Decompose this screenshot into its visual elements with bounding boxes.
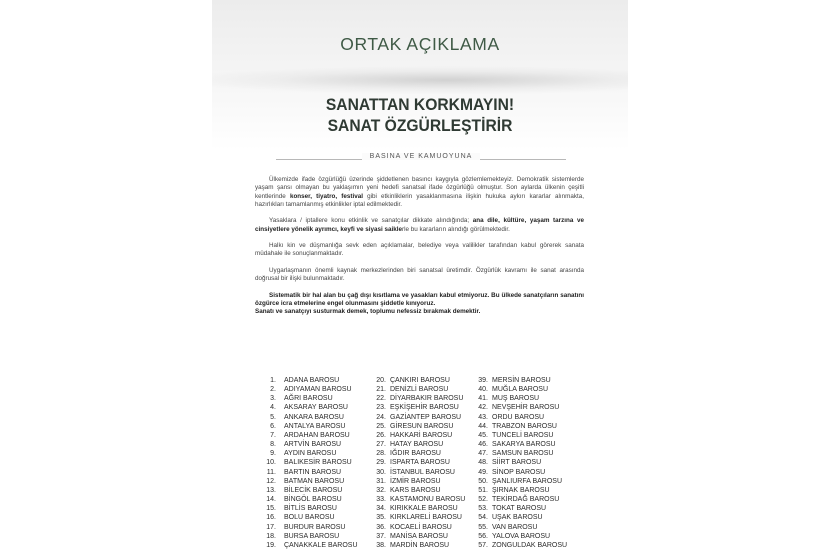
signatory-name: MUĞLA BAROSU	[492, 386, 549, 394]
signatory-name: ISPARTA BAROSU	[390, 459, 450, 467]
signatory-name: TEKİRDAĞ BAROSU	[492, 496, 560, 504]
paragraph-1-text-c: gibi etkinliklerin yasaklanmasına ilişkin hukuka aykırı kararlar alınmakta, hazırlıkları tamamlanmış etkinlikler iptal edilmektedir.	[255, 192, 585, 208]
signatory-number: 46.	[478, 441, 488, 449]
signatory-name: ARTVİN BAROSU	[284, 441, 342, 449]
signatory-name: KASTAMONU BAROSU	[390, 496, 466, 504]
signatory-number: 14.	[266, 496, 276, 504]
signatory-item	[477, 403, 597, 412]
signatory-column-3	[477, 376, 597, 550]
signatory-item	[262, 504, 382, 513]
signatory-item	[262, 513, 382, 522]
signatory-name: ADIYAMAN BAROSU	[284, 386, 352, 394]
signatory-name: İSTANBUL BAROSU	[390, 468, 455, 476]
signatory-number: 24.	[376, 413, 386, 421]
paragraph-5: Sistematik bir hal alan bu çağ dışı kısıtlama ve yasakları kabul etmiyoruz. Bu ülkede sanatçıların sanatını özgürce icra etmelerine engel olunmasını şiddetle kınıyoruz.	[255, 291, 584, 308]
signatory-number: 22.	[376, 395, 386, 403]
signatory-name: İZMİR BAROSU	[390, 477, 441, 485]
signatory-item	[262, 468, 382, 477]
signatory-number: 12.	[266, 477, 276, 485]
signatory-item	[477, 468, 597, 477]
signatory-number: 7.	[270, 431, 276, 439]
signatory-number: 28.	[376, 450, 386, 458]
closing-statement	[255, 292, 584, 317]
signatory-name: EŞKİŞEHİR BAROSU	[390, 404, 459, 412]
paragraph-2-text-a: Yasaklara / iptallere konu etkinlik ve sanatçılar dikkate alındığında;	[269, 217, 473, 225]
signatory-item	[262, 440, 382, 449]
signatory-name: DENİZLİ BAROSU	[390, 386, 449, 394]
paragraph-1	[255, 176, 584, 209]
signatory-number: 30.	[376, 468, 386, 476]
signatory-name: ANTALYA BAROSU	[284, 422, 346, 430]
signatory-item	[477, 523, 597, 532]
signatory-number: 47.	[478, 450, 488, 458]
signatory-number: 40.	[478, 386, 488, 394]
paragraph-4: Uygarlaşmanın önemli kaynak merkezlerinden biri sanatsal üretimdir. Özgürlük kavramı ile sanat arasında doğrusal bir ilişki bulunmaktadır.	[255, 266, 584, 283]
signatory-item	[262, 449, 382, 458]
signatory-item	[262, 495, 382, 504]
signatory-item	[262, 422, 382, 431]
signatory-item	[477, 458, 597, 467]
signatory-number: 50.	[478, 477, 488, 485]
signatory-name: KARS BAROSU	[390, 486, 441, 494]
signatory-number: 25.	[376, 422, 386, 430]
signatory-number: 45.	[478, 431, 488, 439]
statement-body	[255, 176, 584, 325]
paragraph-1-text-a: Ülkemizde ifade özgürlüğü üzerinde şiddetlenen basıncı kaygıyla gözlemlemekteyiz. Demokratik sistemlerde yaşam şansı olmayan bu yaklaşımın yeni hedefi sanatsal ifade özgürlüğü olmuştur. Son aylarda ülkenin çeşitli kentlerinde	[255, 176, 584, 200]
signatory-name: MUŞ BAROSU	[492, 395, 540, 403]
signatory-item	[262, 413, 382, 422]
signatory-number: 35.	[376, 514, 386, 522]
signatory-number: 44.	[478, 422, 488, 430]
signatory-name: DİYARBAKIR BAROSU	[390, 395, 464, 403]
signatory-name: ÇANAKKALE BAROSU	[284, 541, 358, 549]
signatory-item	[477, 504, 597, 513]
signatory-number: 33.	[376, 496, 386, 504]
signatory-number: 4.	[270, 404, 276, 412]
paragraph-1-bold: konser, tiyatro, festival	[289, 192, 363, 200]
signatory-number: 13.	[266, 486, 276, 494]
signatory-list	[212, 376, 628, 556]
document-heading: ORTAK AÇIKLAMA	[340, 34, 500, 54]
signatory-number: 8.	[270, 441, 276, 449]
signatory-name: MANİSA BAROSU	[390, 532, 448, 540]
signatory-number: 39.	[478, 377, 488, 384]
signatory-name: BİNGÖL BAROSU	[284, 496, 342, 504]
signatory-number: 41.	[478, 395, 488, 403]
signatory-item	[262, 486, 382, 495]
signatory-name: TUNCELİ BAROSU	[492, 431, 554, 439]
signatory-number: 54.	[478, 514, 488, 522]
title-line-2: SANAT ÖZGÜRLEŞTİRİR	[327, 116, 513, 135]
signatory-item	[477, 449, 597, 458]
subheading: BASINA VE KAMUOYUNA	[362, 153, 481, 160]
signatory-number: 9.	[270, 450, 276, 458]
signatory-number: 32.	[376, 486, 386, 494]
signatory-number: 11.	[266, 468, 276, 476]
signatory-number: 15.	[266, 505, 276, 513]
signatory-item	[477, 422, 597, 431]
signatory-name: SİNOP BAROSU	[492, 468, 546, 476]
signatory-number: 10.	[266, 459, 276, 467]
signatory-item	[477, 385, 597, 394]
signatory-name: SAKARYA BAROSU	[492, 441, 556, 449]
signatory-name: SİİRT BAROSU	[492, 459, 542, 467]
signatory-number: 6.	[270, 422, 276, 430]
signatory-name: BOLU BAROSU	[284, 514, 335, 522]
signatory-name: MARDİN BAROSU	[390, 541, 450, 549]
signatory-number: 18.	[266, 532, 276, 540]
paragraph-2-bold: ana dile, kültüre, yaşam tarzına ve cinsiyetlere yönelik ayrımcı, keyfi ve siyasi saikle	[255, 217, 584, 233]
title-line-1: SANATTAN KORKMAYIN!	[325, 95, 515, 114]
signatory-name: HATAY BAROSU	[390, 441, 444, 449]
signatory-number: 27.	[376, 441, 386, 449]
signatory-name: AYDIN BAROSU	[284, 450, 337, 458]
signatory-number: 29.	[376, 459, 386, 467]
signatory-number: 19.	[266, 541, 276, 549]
signatory-item	[477, 532, 597, 541]
signatory-number: 34.	[376, 505, 386, 513]
signatory-column-1	[262, 376, 382, 550]
signatory-number: 52.	[478, 496, 488, 504]
document-page	[212, 0, 628, 560]
signatory-number: 31.	[376, 477, 386, 485]
signatory-number: 37.	[376, 532, 386, 540]
signatory-name: ÇANKIRI BAROSU	[390, 377, 450, 384]
signatory-number: 49.	[478, 468, 488, 476]
signatory-name: NEVŞEHİR BAROSU	[492, 404, 560, 412]
signatory-name: GİRESUN BAROSU	[390, 422, 454, 430]
signatory-name: KOCAELİ BAROSU	[390, 523, 452, 531]
signatory-name: ADANA BAROSU	[284, 377, 340, 384]
signatory-name: BİLECİK BAROSU	[284, 486, 343, 494]
signatory-number: 38.	[376, 541, 386, 549]
signatory-item	[477, 513, 597, 522]
signatory-item	[477, 486, 597, 495]
signatory-name: GAZİANTEP BAROSU	[390, 413, 462, 421]
signatory-number: 1.	[270, 377, 276, 384]
signatory-item	[262, 541, 382, 550]
signatory-name: TOKAT BAROSU	[492, 505, 547, 513]
signatory-item	[262, 376, 382, 385]
signatory-number: 2.	[270, 386, 276, 394]
signatory-name: KIRIKKALE BAROSU	[390, 505, 458, 513]
signatory-name: ŞANLIURFA BAROSU	[492, 477, 563, 485]
signatory-item	[262, 532, 382, 541]
signatory-number: 53.	[478, 505, 488, 513]
signatory-name: BURSA BAROSU	[284, 532, 340, 540]
signatory-name: BARTIN BAROSU	[284, 468, 342, 476]
signatory-item	[262, 394, 382, 403]
signatory-name: SAMSUN BAROSU	[492, 450, 554, 458]
signatory-name: IĞDIR BAROSU	[390, 450, 441, 458]
signatory-number: 56.	[478, 532, 488, 540]
signatory-name: TRABZON BAROSU	[492, 422, 557, 430]
paragraph-2-text-c: rle bu kararların alındığı görülmektedir.	[402, 225, 510, 233]
signatory-item	[477, 495, 597, 504]
signatory-name: YALOVA BAROSU	[492, 532, 551, 540]
signatory-name: ARDAHAN BAROSU	[284, 431, 350, 439]
signatory-name: AKSARAY BAROSU	[284, 404, 348, 412]
signatory-number: 23.	[376, 404, 386, 412]
signatory-name: AĞRI BAROSU	[284, 395, 333, 403]
signatory-number: 16.	[266, 514, 276, 522]
signatory-item	[477, 413, 597, 422]
signatory-number: 21.	[376, 386, 386, 394]
signatory-name: BALIKESİR BAROSU	[284, 459, 352, 467]
signatory-name: ORDU BAROSU	[492, 413, 545, 421]
signatory-number: 42.	[478, 404, 488, 412]
signatory-item	[262, 403, 382, 412]
signatory-item	[262, 431, 382, 440]
header-swoosh-decoration	[212, 66, 628, 94]
signatory-item	[477, 440, 597, 449]
signatory-name: MERSİN BAROSU	[492, 377, 551, 384]
signatory-name: BİTLİS BAROSU	[284, 505, 337, 513]
signatory-number: 55.	[478, 523, 488, 531]
signatory-item	[262, 385, 382, 394]
signatory-name: ŞIRNAK BAROSU	[492, 486, 550, 494]
signatory-number: 57.	[478, 541, 488, 549]
signatory-number: 17.	[266, 523, 276, 531]
signatory-number: 20.	[376, 377, 386, 384]
signatory-name: HAKKARİ BAROSU	[390, 431, 453, 439]
signatory-item	[262, 458, 382, 467]
signatory-item	[477, 541, 597, 550]
signatory-name: VAN BAROSU	[492, 523, 538, 531]
signatory-name: ZONGULDAK BAROSU	[492, 541, 568, 549]
signatory-name: BATMAN BAROSU	[284, 477, 345, 485]
signatory-number: 5.	[270, 413, 276, 421]
signatory-item	[262, 477, 382, 486]
document-title	[212, 94, 628, 136]
subheading-rule	[276, 153, 566, 165]
paragraph-2	[255, 217, 584, 234]
signatory-item	[262, 523, 382, 532]
signatory-item	[477, 376, 597, 385]
signatory-name: BURDUR BAROSU	[284, 523, 346, 531]
signatory-number: 43.	[478, 413, 488, 421]
signatory-item	[477, 431, 597, 440]
signatory-name: UŞAK BAROSU	[492, 514, 543, 522]
paragraph-3: Halkı kin ve düşmanlığa sevk eden açıklamalar, belediye veya valilikler tarafından kabul görerek sanata müdahale ile sonuçlanmaktadır.	[255, 242, 584, 258]
signatory-item	[477, 394, 597, 403]
signatory-number: 36.	[376, 523, 386, 531]
signatory-number: 48.	[478, 459, 488, 467]
signatory-name: ANKARA BAROSU	[284, 413, 344, 421]
signatory-item	[477, 477, 597, 486]
signatory-number: 51.	[478, 486, 488, 494]
paragraph-6: Sanatı ve sanatçıyı susturmak demek, toplumu nefessiz bırakmak demektir.	[255, 308, 481, 316]
signatory-number: 26.	[376, 431, 386, 439]
signatory-name: KIRKLARELİ BAROSU	[390, 514, 462, 522]
signatory-number: 3.	[270, 395, 276, 403]
